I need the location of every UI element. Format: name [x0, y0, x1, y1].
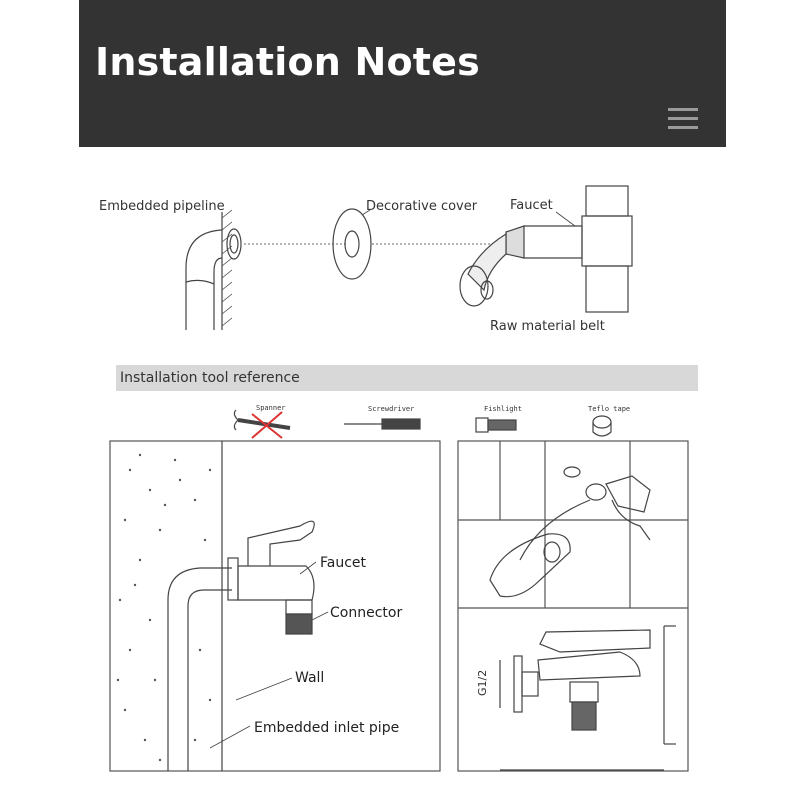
label-decorative-cover: Decorative cover — [366, 199, 478, 214]
label-wall: Wall — [295, 670, 325, 686]
tool-label-spanner: Spanner — [256, 404, 286, 412]
faucet-top-illustration — [460, 186, 632, 312]
decorative-cover-illustration — [333, 209, 371, 279]
tool-label-teflon-tape: Teflo tape — [588, 405, 631, 413]
label-embedded-pipeline: Embedded pipeline — [99, 199, 225, 214]
tool-label-screwdriver: Screwdriver — [368, 405, 415, 413]
faucet-dimension-illustration — [500, 626, 676, 770]
embedded-pipeline-illustration — [186, 210, 241, 330]
teflon-tape-icon — [593, 416, 611, 436]
label-connector: Connector — [330, 605, 403, 621]
label-raw-material-belt: Raw material belt — [490, 319, 605, 334]
tool-label-fishlight: Fishlight — [484, 405, 522, 413]
page-title: Installation Notes — [95, 40, 480, 84]
label-faucet-top: Faucet — [510, 198, 553, 213]
label-faucet-wall: Faucet — [320, 555, 367, 571]
spanner-icon — [234, 410, 290, 438]
hand-installing-connector-illustration — [490, 467, 650, 597]
wall-diagram-illustration — [110, 441, 440, 771]
label-embedded-inlet-pipe: Embedded inlet pipe — [254, 720, 400, 736]
screwdriver-icon — [344, 419, 420, 429]
fishlight-icon — [476, 418, 516, 432]
dimension-label-g12: G1/2 — [476, 669, 489, 696]
tool-reference-heading: Installation tool reference — [120, 370, 300, 386]
